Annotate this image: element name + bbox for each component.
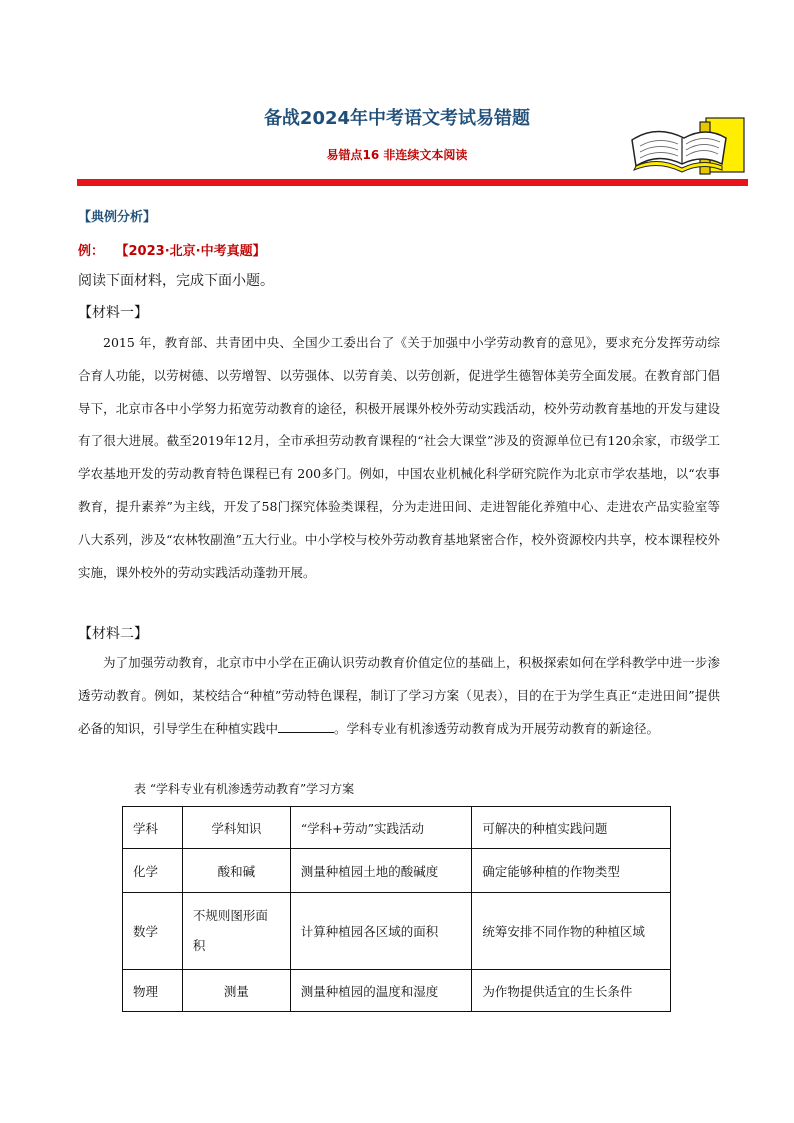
table-cell: 物理 — [123, 970, 183, 1012]
book-icon — [626, 112, 750, 176]
material-two-text-after: 。学科专业有机渗透劳动教育成为开展劳动教育的新途径。 — [334, 720, 660, 736]
example-label: 例： — [78, 244, 105, 259]
table-cell: 不规则图形面积 — [182, 893, 290, 970]
material-two-text-before: 为了加强劳动教育，北京市中小学在正确认识劳动教育价值定位的基础上，积极探索如何在学科教学中进一步渗透劳动教育。例如，某校结合“种植”劳动特色课程，制订了学习方案（见表），目的在于为学生真正“走进田间”提供必备的知识，引导学生在种植实践中 — [78, 655, 720, 736]
table-cell: 测量种植园土地的酸碱度 — [290, 849, 472, 893]
table-cell: 化学 — [123, 849, 183, 893]
table-cell: 计算种植园各区域的面积 — [290, 893, 472, 970]
table-row — [123, 849, 671, 893]
table-cell: 统筹安排不同作物的种植区域 — [472, 893, 671, 970]
header-divider — [77, 179, 748, 186]
table-header-cell: 学科知识 — [182, 807, 290, 849]
answer-blank[interactable] — [278, 720, 334, 733]
table-cell: 测量种植园的温度和湿度 — [290, 970, 472, 1012]
table-header-cell: 学科 — [123, 807, 183, 849]
table-cell: 确定能够种植的作物类型 — [472, 849, 671, 893]
example-line — [78, 240, 266, 259]
table-cell: 数学 — [123, 893, 183, 970]
table-header-cell: “学科+劳动”实践活动 — [290, 807, 472, 849]
table-row — [123, 970, 671, 1012]
section-heading: 【典例分析】 — [78, 210, 157, 225]
table-header-row — [123, 807, 671, 849]
study-plan-table — [122, 806, 671, 1012]
material-two-heading: 【材料二】 — [78, 626, 148, 642]
table-caption: 表 “学科专业有机渗透劳动教育”学习方案 — [134, 782, 355, 796]
document-title: 备战2024年中考语文考试易错题 — [263, 108, 531, 129]
table-cell: 为作物提供适宜的生长条件 — [472, 970, 671, 1012]
material-two-paragraph — [78, 647, 720, 745]
material-one-paragraph: 2015 年，教育部、共青团中央、全国少工委出台了《关于加强中小学劳动教育的意见》，要求充分发挥劳动综合育人功能，以劳树德、以劳增智、以劳强体、以劳育美、以劳创新，促进学生德智体美劳全面发展。在教育部门倡导下，北京市各中小学努力拓宽劳动教育的途径，积极开展课外校外劳动实践活动，校外劳动教育基地的开发与建设有了很大进展。截至2019年12月，全市承担劳动教育课程的“社会大课堂”涉及的资源单位已有120余家，市级学工学农基地开发的劳动教育特色课程已有 200多门。例如，中国农业机械化科学研究院作为北京市学农基地，以“农事教育，提升素养”为主线，开发了58门探究体验类课程，分为走进田间、走进智能化养殖中心、走进农产品实验室等八大系列，涉及“农林牧副渔”五大行业。中小学校与校外劳动教育基地紧密合作，校外资源校内共享，校本课程校外实施，课外校外的劳动实践活动蓬勃开展。 — [78, 335, 720, 580]
example-source: 【2023·北京·中考真题】 — [122, 244, 266, 259]
instruction-text: 阅读下面材料，完成下面小题。 — [78, 273, 274, 289]
table-header-cell: 可解决的种植实践问题 — [472, 807, 671, 849]
table-cell: 测量 — [182, 970, 290, 1012]
table-cell: 酸和碱 — [182, 849, 290, 893]
material-one-heading: 【材料一】 — [78, 305, 148, 321]
document-subtitle: 易错点16 非连续文本阅读 — [326, 148, 468, 162]
table-row — [123, 893, 671, 970]
